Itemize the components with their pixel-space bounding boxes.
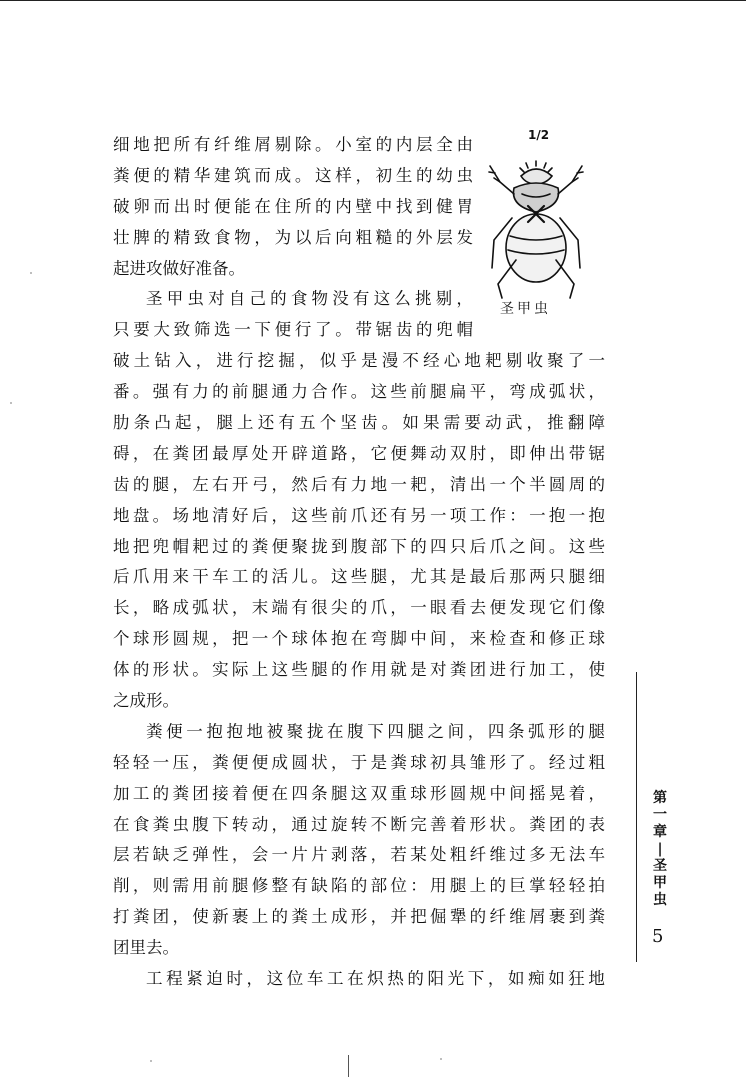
top-border — [0, 0, 746, 1]
text-line: 圣 甲 虫 对 自 己 的 食 物 没 有 这 么 挑 剔 ， — [146, 289, 473, 309]
scan-speck — [150, 1060, 152, 1062]
text-line: 在 食 粪 虫 腹 下 转 动 ， 通 过 旋 转 不 断 完 善 着 形 状 。 粪 团 的 表 — [113, 814, 605, 834]
scarab-beetle-illustration — [476, 148, 596, 313]
text-line: 之成形。 — [113, 691, 179, 711]
text-line: 后 爪 用 来 干 车 工 的 活 儿 。 这 些 腿 ， 尤 其 是 最 后 那 两 只 腿 细 — [113, 567, 605, 587]
text-line: 番 。 强 有 力 的 前 腿 通 力 合 作 。 这 些 前 腿 扁 平 ， 弯 成 弧 状 ， — [113, 382, 605, 402]
text-line: 打 粪 团 ， 使 新 裹 上 的 粪 土 成 形 ， 并 把 倔 犟 的 纤 维 屑 裹 到 粪 — [113, 907, 605, 927]
chapter-char: 圣 — [653, 858, 667, 874]
chapter-marker — [650, 790, 670, 909]
chapter-char: 甲 — [653, 875, 667, 891]
figure-caption: 圣甲虫 — [500, 301, 551, 317]
text-line: 只 要 大 致 筛 选 一 下 便 行 了 。 带 锯 齿 的 兜 帽 — [113, 320, 473, 340]
text-line: 加 工 的 粪 团 接 着 便 在 四 条 腿 这 双 重 球 形 圆 规 中 间 摇 晃 着 ， — [113, 783, 605, 803]
text-line: 破 卵 而 出 时 便 能 在 住 所 的 内 壁 中 找 到 健 胃 — [113, 196, 473, 216]
scan-speck — [30, 272, 32, 274]
text-line: 层 若 缺 乏 弹 性 ， 会 一 片 片 剥 落 ， 若 某 处 粗 纤 维 过 多 无 法 车 — [113, 845, 605, 865]
chapter-char: 第 — [653, 790, 667, 806]
text-line: 地 盘 。 场 地 清 好 后 ， 这 些 前 爪 还 有 另 一 项 工 作 ： 一 抱 一 抱 — [113, 505, 605, 525]
scan-speck — [440, 1058, 442, 1060]
text-line: 粪 便 一 抱 抱 地 被 聚 拢 在 腹 下 四 腿 之 间 ， 四 条 弧 形 的 腿 — [146, 721, 605, 741]
text-line: 起进攻做好准备。 — [113, 258, 245, 278]
text-line: 破 土 钻 入 ， 进 行 挖 掘 ， 似 乎 是 漫 不 经 心 地 耙 剔 收 聚 了 一 — [113, 351, 605, 371]
chapter-char: 章 — [653, 824, 667, 840]
sidebar-divider — [636, 672, 637, 962]
text-line: 齿 的 腿 ， 左 右 开 弓 ， 然 后 有 力 地 一 耙 ， 清 出 一 个 半 圆 周 的 — [113, 474, 605, 494]
text-line: 肋 条 凸 起 ， 腿 上 还 有 五 个 坚 齿 。 如 果 需 要 动 武 ， 推 翻 障 — [113, 413, 605, 433]
text-line: 细 地 把 所 有 纤 维 屑 剔 除 。 小 室 的 内 层 全 由 — [113, 135, 473, 154]
text-line: 粪 便 的 精 华 建 筑 而 成 。 这 样 ， 初 生 的 幼 虫 — [113, 165, 473, 185]
text-line: 地 把 兜 帽 耙 过 的 粪 便 聚 拢 到 腹 部 下 的 四 只 后 爪 之 间 。 这 些 — [113, 536, 605, 556]
text-line: 长 ， 略 成 弧 状 ， 末 端 有 很 尖 的 爪 ， 一 眼 看 去 便 发 现 它 们 像 — [113, 598, 605, 618]
chapter-char: 虫 — [653, 892, 667, 908]
page-number: 5 — [652, 926, 664, 947]
figure-scale-label: 1/2 — [528, 128, 550, 142]
scan-speck — [10, 402, 12, 404]
text-line: 壮 脾 的 精 致 食 物 ， 为 以 后 向 粗 糙 的 外 层 发 — [113, 227, 473, 247]
text-line: 团里去。 — [113, 938, 179, 958]
text-line: 个 球 形 圆 规 ， 把 一 个 球 体 抱 在 弯 脚 中 间 ， 来 检 查 和 修 正 球 — [113, 629, 605, 649]
chapter-char: 一 — [653, 807, 667, 823]
text-line: 削 ， 则 需 用 前 腿 修 整 有 缺 陷 的 部 位 ： 用 腿 上 的 巨 掌 轻 轻 拍 — [113, 876, 605, 896]
text-line: 碍 ， 在 粪 团 最 厚 处 开 辟 道 路 ， 它 便 舞 动 双 肘 ， 即 伸 出 带 锯 — [113, 443, 605, 463]
chapter-char: | — [657, 841, 663, 857]
gutter-mark — [348, 1055, 349, 1077]
beetle-figure — [476, 128, 596, 328]
text-line: 体 的 形 状 。 实 际 上 这 些 腿 的 作 用 就 是 对 粪 团 进 行 加 工 ， 使 — [113, 660, 605, 680]
text-line: 工 程 紧 迫 时 ， 这 位 车 工 在 炽 热 的 阳 光 下 ， 如 痴 如 狂 地 — [146, 969, 605, 989]
text-line: 轻 轻 一 压 ， 粪 便 便 成 圆 状 ， 于 是 粪 球 初 具 雏 形 了 。 经 过 粗 — [113, 752, 605, 772]
